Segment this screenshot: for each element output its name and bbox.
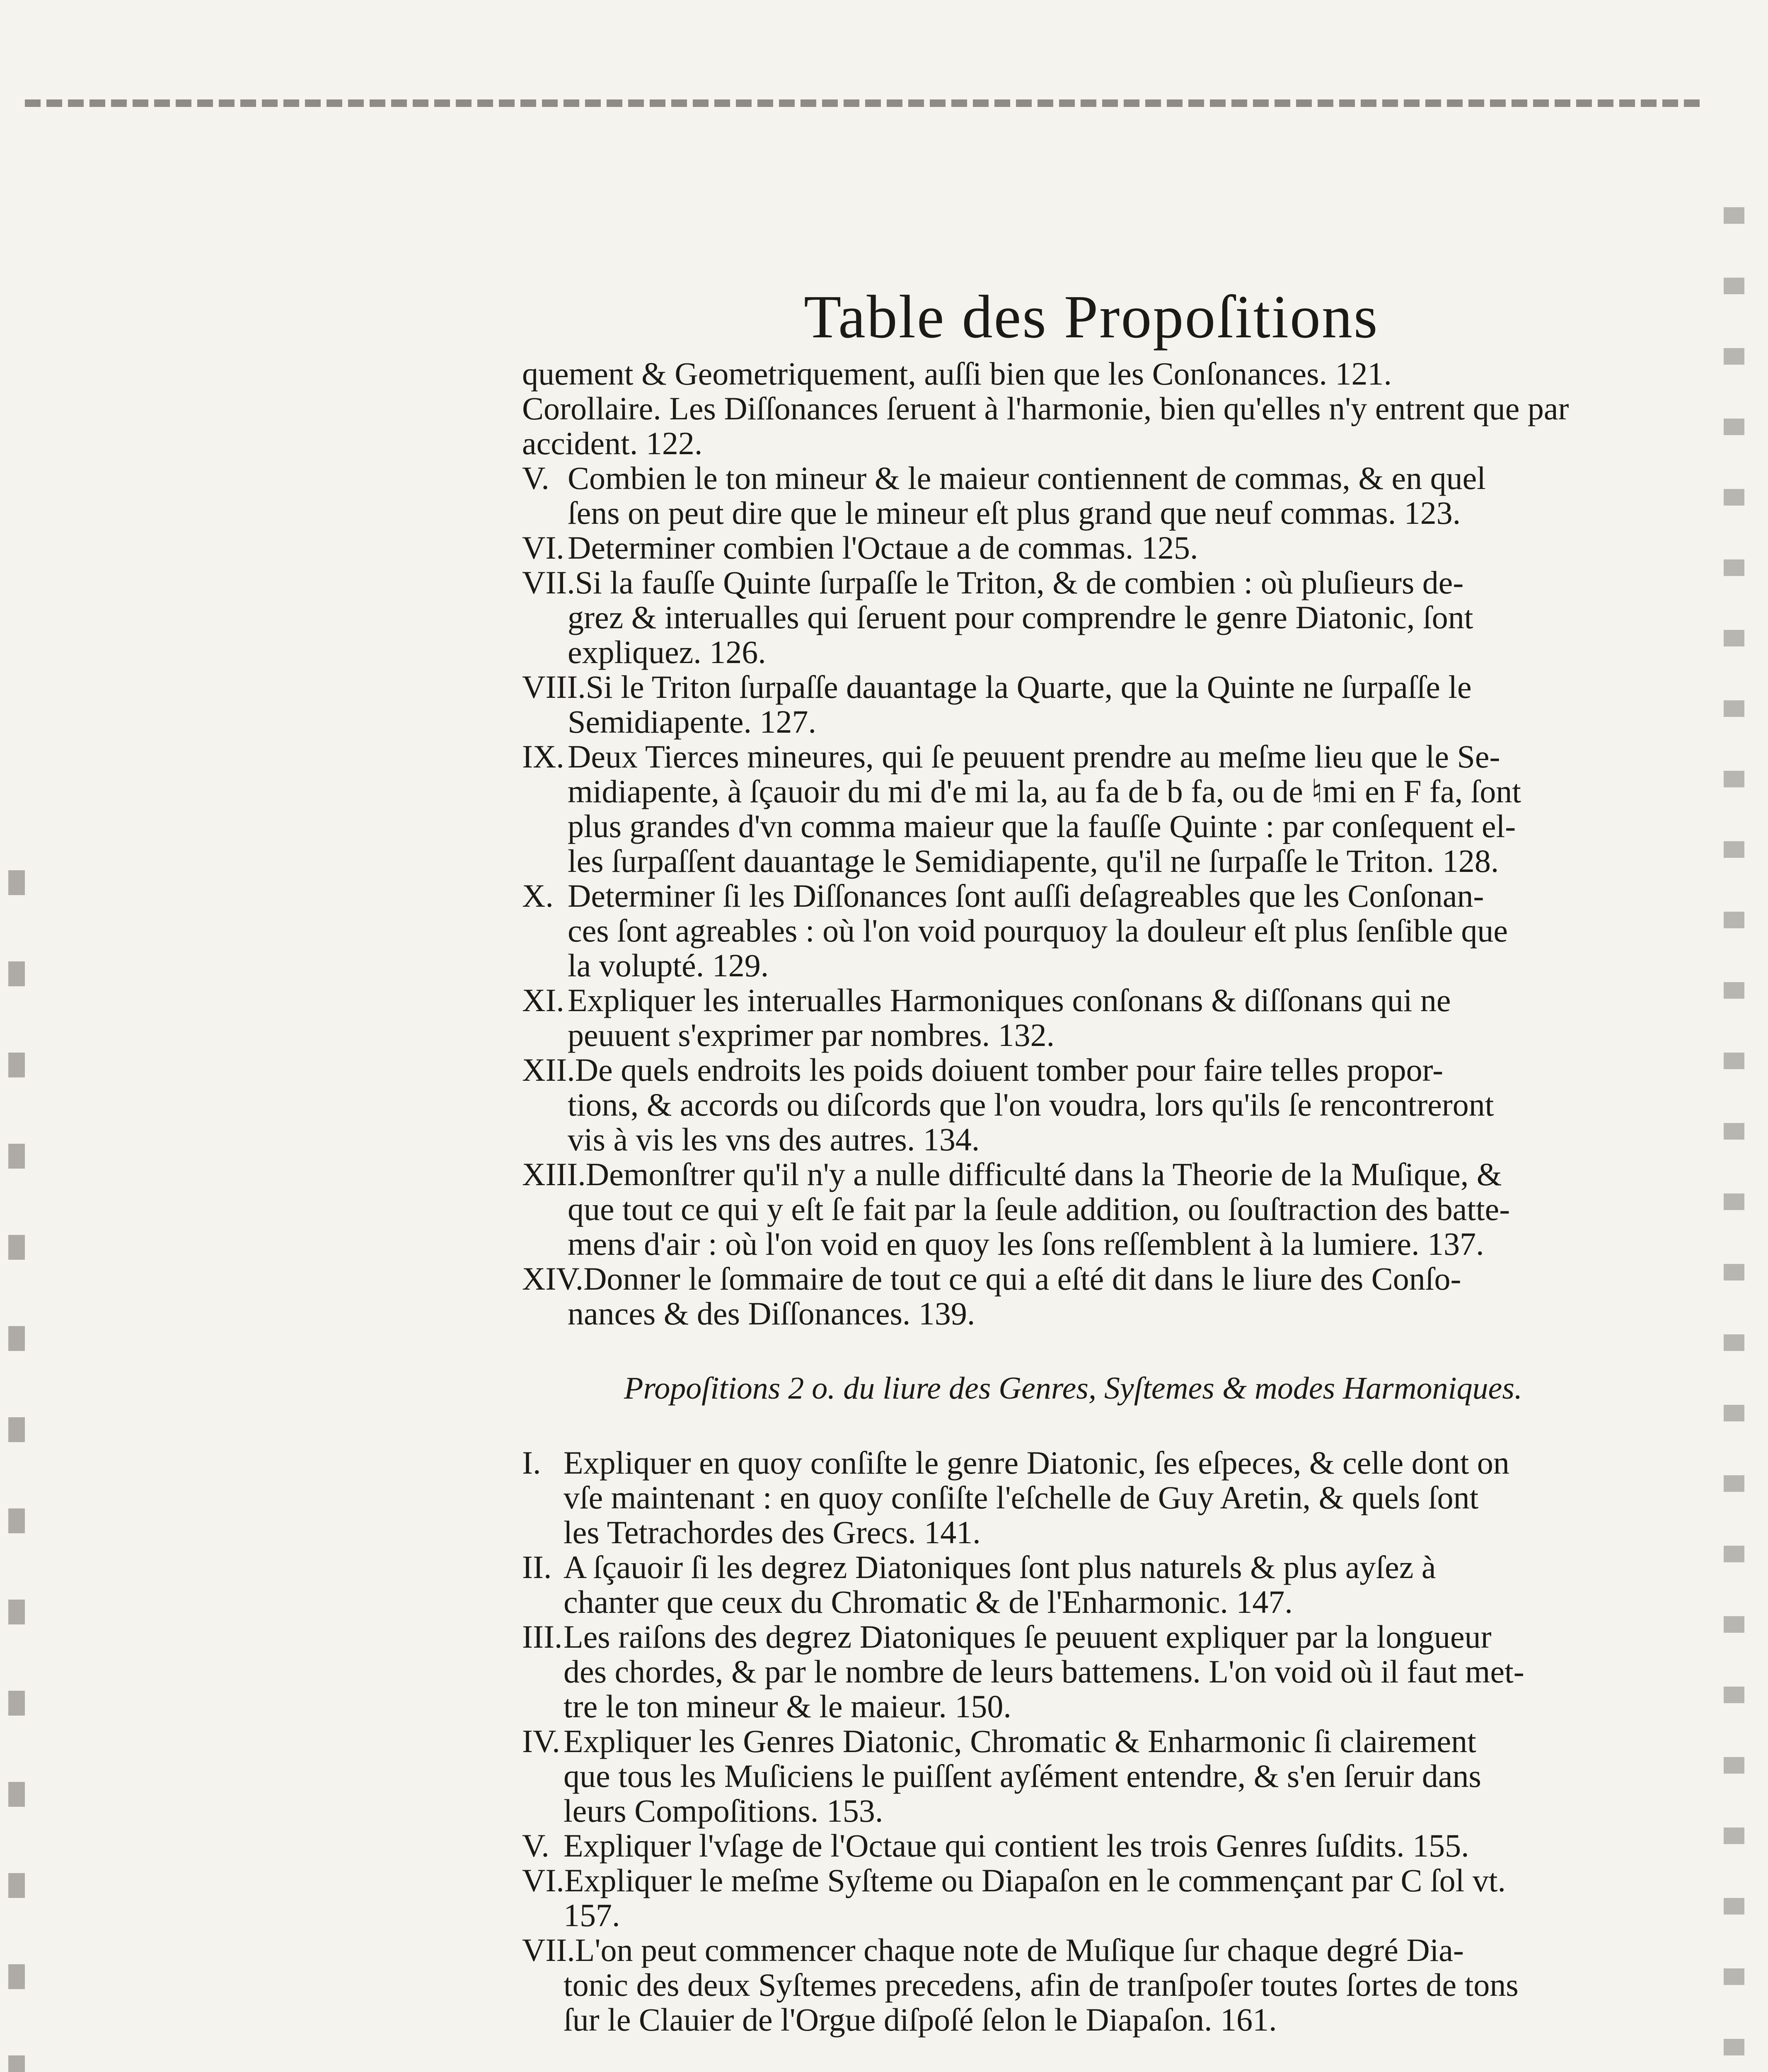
continuation-line: quement & Geometriquement, auſſi bien que les Conſonances. 121. <box>522 356 1392 392</box>
proposition-line: tre le ton mineur & le maieur. 150. <box>564 1688 1011 1724</box>
proposition-entry <box>522 1550 1624 1619</box>
proposition-line: Les raiſons des degrez Diatoniques ſe peuuent expliquer par la longueur <box>564 1619 1492 1655</box>
proposition-line: vſe maintenant : en quoy conſiſte l'eſchelle de Guy Aretin, & quels ſont <box>564 1479 1479 1515</box>
proposition-entry <box>522 1157 1624 1261</box>
top-print-rule <box>25 99 1703 107</box>
proposition-line: A ſçauoir ſi les degrez Diatoniques ſont plus naturels & plus ayſez à <box>564 1549 1436 1585</box>
section-1-list <box>522 461 1624 1331</box>
proposition-line: la volupté. 129. <box>568 947 769 983</box>
proposition-line: des chordes, & par le nombre de leurs battemens. L'on void où il faut met- <box>564 1653 1524 1690</box>
proposition-line: peuuent s'exprimer par nombres. 132. <box>568 1017 1055 1053</box>
proposition-number: XIII. <box>522 1156 586 1192</box>
proposition-line: De quels endroits les poids doiuent tomber pour faire telles propor- <box>575 1052 1444 1088</box>
right-edge-bleed <box>1724 207 1744 2072</box>
section-2-list <box>522 1445 1624 2037</box>
proposition-line: Si le Triton ſurpaſſe dauantage la Quarte, que la Quinte ne ſurpaſſe le <box>585 669 1472 705</box>
proposition-line: les Tetrachordes des Grecs. 141. <box>564 1514 981 1550</box>
proposition-line: L'on peut commencer chaque note de Muſique ſur chaque degré Dia- <box>575 1932 1464 1968</box>
proposition-number: II. <box>522 1549 552 1585</box>
proposition-line: Determiner ſi les Diſſonances ſont auſſi deſagreables que les Conſonan- <box>568 878 1484 914</box>
proposition-line: vis à vis les vns des autres. 134. <box>568 1121 980 1157</box>
proposition-line: tions, & accords ou diſcords que l'on voudra, lors qu'ils ſe rencontreront <box>568 1087 1494 1123</box>
proposition-line: que tout ce qui y eſt ſe fait par la ſeule addition, ou ſouſtraction des batte- <box>568 1191 1510 1227</box>
proposition-entry <box>522 1828 1624 1863</box>
proposition-entry <box>522 1863 1624 1933</box>
proposition-line: Donner le ſommaire de tout ce qui a eſté dit dans le liure des Conſo- <box>583 1261 1461 1297</box>
proposition-entry <box>522 670 1624 739</box>
proposition-entry <box>522 879 1624 983</box>
proposition-number: IV. <box>522 1723 560 1759</box>
proposition-number: VI. <box>522 530 564 566</box>
proposition-entry <box>522 983 1624 1053</box>
proposition-line: midiapente, à ſçauoir du mi d'e mi la, au fa de b fa, ou de ♮mi en F fa, ſont <box>568 773 1521 809</box>
proposition-entry <box>522 565 1624 670</box>
proposition-entry <box>522 1933 1624 2037</box>
proposition-line: Expliquer en quoy conſiſte le genre Diatonic, ſes eſpeces, & celle dont on <box>564 1445 1509 1481</box>
proposition-line: ſur le Clauier de l'Orgue diſpoſé ſelon le Diapaſon. 161. <box>564 2002 1277 2038</box>
continuation-line: Corollaire. Les Diſſonances ſeruent à l'harmonie, bien qu'elles n'y entrent que par <box>522 390 1569 426</box>
section-heading: Propoſitions 2 o. du liure des Genres, Syſtemes & modes Harmoniques. <box>624 1371 1522 1406</box>
proposition-line: Deux Tierces mineures, qui ſe peuuent prendre au meſme lieu que le Se- <box>568 738 1500 775</box>
proposition-number: VIII. <box>522 669 586 705</box>
proposition-line: mens d'air : où l'on void en quoy les ſons reſſemblent à la lumiere. 137. <box>568 1226 1484 1262</box>
proposition-line: Expliquer les Genres Diatonic, Chromatic & Enharmonic ſi clairement <box>564 1723 1476 1759</box>
proposition-line: 157. <box>564 1897 620 1933</box>
proposition-number: V. <box>522 1828 549 1864</box>
proposition-number: VII. <box>522 564 575 600</box>
proposition-line: expliquez. 126. <box>568 634 766 670</box>
table-of-propositions <box>522 356 1624 2037</box>
left-edge-bleed <box>8 870 25 2072</box>
proposition-entry <box>522 1724 1624 1828</box>
proposition-line: Expliquer le meſme Syſteme ou Diapaſon en le commençant par C ſol vt. <box>564 1862 1506 1898</box>
proposition-line: nances & des Diſſonances. 139. <box>568 1295 975 1331</box>
proposition-number: XIV. <box>522 1261 584 1297</box>
proposition-number: III. <box>522 1619 563 1655</box>
proposition-line: Si la fauſſe Quinte ſurpaſſe le Triton, & de combien : où pluſieurs de- <box>575 564 1464 600</box>
proposition-line: Determiner combien l'Octaue a de commas. 125. <box>568 530 1198 566</box>
proposition-entry <box>522 461 1624 530</box>
proposition-line: chanter que ceux du Chromatic & de l'Enharmonic. 147. <box>564 1584 1293 1620</box>
proposition-entry <box>522 1445 1624 1550</box>
proposition-line: Semidiapente. 127. <box>568 704 817 740</box>
continuation-line: accident. 122. <box>522 425 703 461</box>
proposition-number: V. <box>522 460 549 496</box>
proposition-number: VII. <box>522 1932 575 1968</box>
proposition-line: ces ſont agreables : où l'on void pourquoy la douleur eſt plus ſenſible que <box>568 913 1508 949</box>
proposition-line: que tous les Muſiciens le puiſſent ayſément entendre, & s'en ſeruir dans <box>564 1758 1481 1794</box>
proposition-line: les ſurpaſſent dauantage le Semidiapente, qu'il ne ſurpaſſe le Triton. 128. <box>568 843 1499 879</box>
proposition-number: XII. <box>522 1052 575 1088</box>
proposition-entry <box>522 1053 1624 1157</box>
proposition-line: ſens on peut dire que le mineur eſt plus grand que neuf commas. 123. <box>568 495 1461 531</box>
continuation-block <box>522 356 1624 461</box>
proposition-entry <box>522 1261 1624 1331</box>
proposition-line: leurs Compoſitions. 153. <box>564 1793 883 1829</box>
proposition-line: Combien le ton mineur & le maieur contiennent de commas, & en quel <box>568 460 1486 496</box>
proposition-number: I. <box>522 1445 541 1481</box>
proposition-number: VI. <box>522 1862 564 1898</box>
proposition-number: IX. <box>522 738 564 775</box>
proposition-number: X. <box>522 878 554 914</box>
proposition-line: Expliquer l'vſage de l'Octaue qui contient les trois Genres ſuſdits. 155. <box>564 1828 1469 1864</box>
proposition-entry <box>522 530 1624 565</box>
proposition-entry <box>522 1619 1624 1724</box>
proposition-entry <box>522 739 1624 879</box>
proposition-line: tonic des deux Syſtemes precedens, afin de tranſpoſer toutes ſortes de tons <box>564 1967 1519 2003</box>
proposition-line: plus grandes d'vn comma maieur que la fauſſe Quinte : par conſequent el- <box>568 808 1516 844</box>
proposition-line: grez & interualles qui ſeruent pour comprendre le genre Diatonic, ſont <box>568 599 1473 635</box>
running-head: Table des Propoſitions <box>804 283 1379 351</box>
proposition-number: XI. <box>522 982 564 1018</box>
proposition-line: Expliquer les interualles Harmoniques conſonans & diſſonans qui ne <box>568 982 1451 1018</box>
proposition-line: Demonſtrer qu'il n'y a nulle difficulté dans la Theorie de la Muſique, & <box>585 1156 1502 1192</box>
